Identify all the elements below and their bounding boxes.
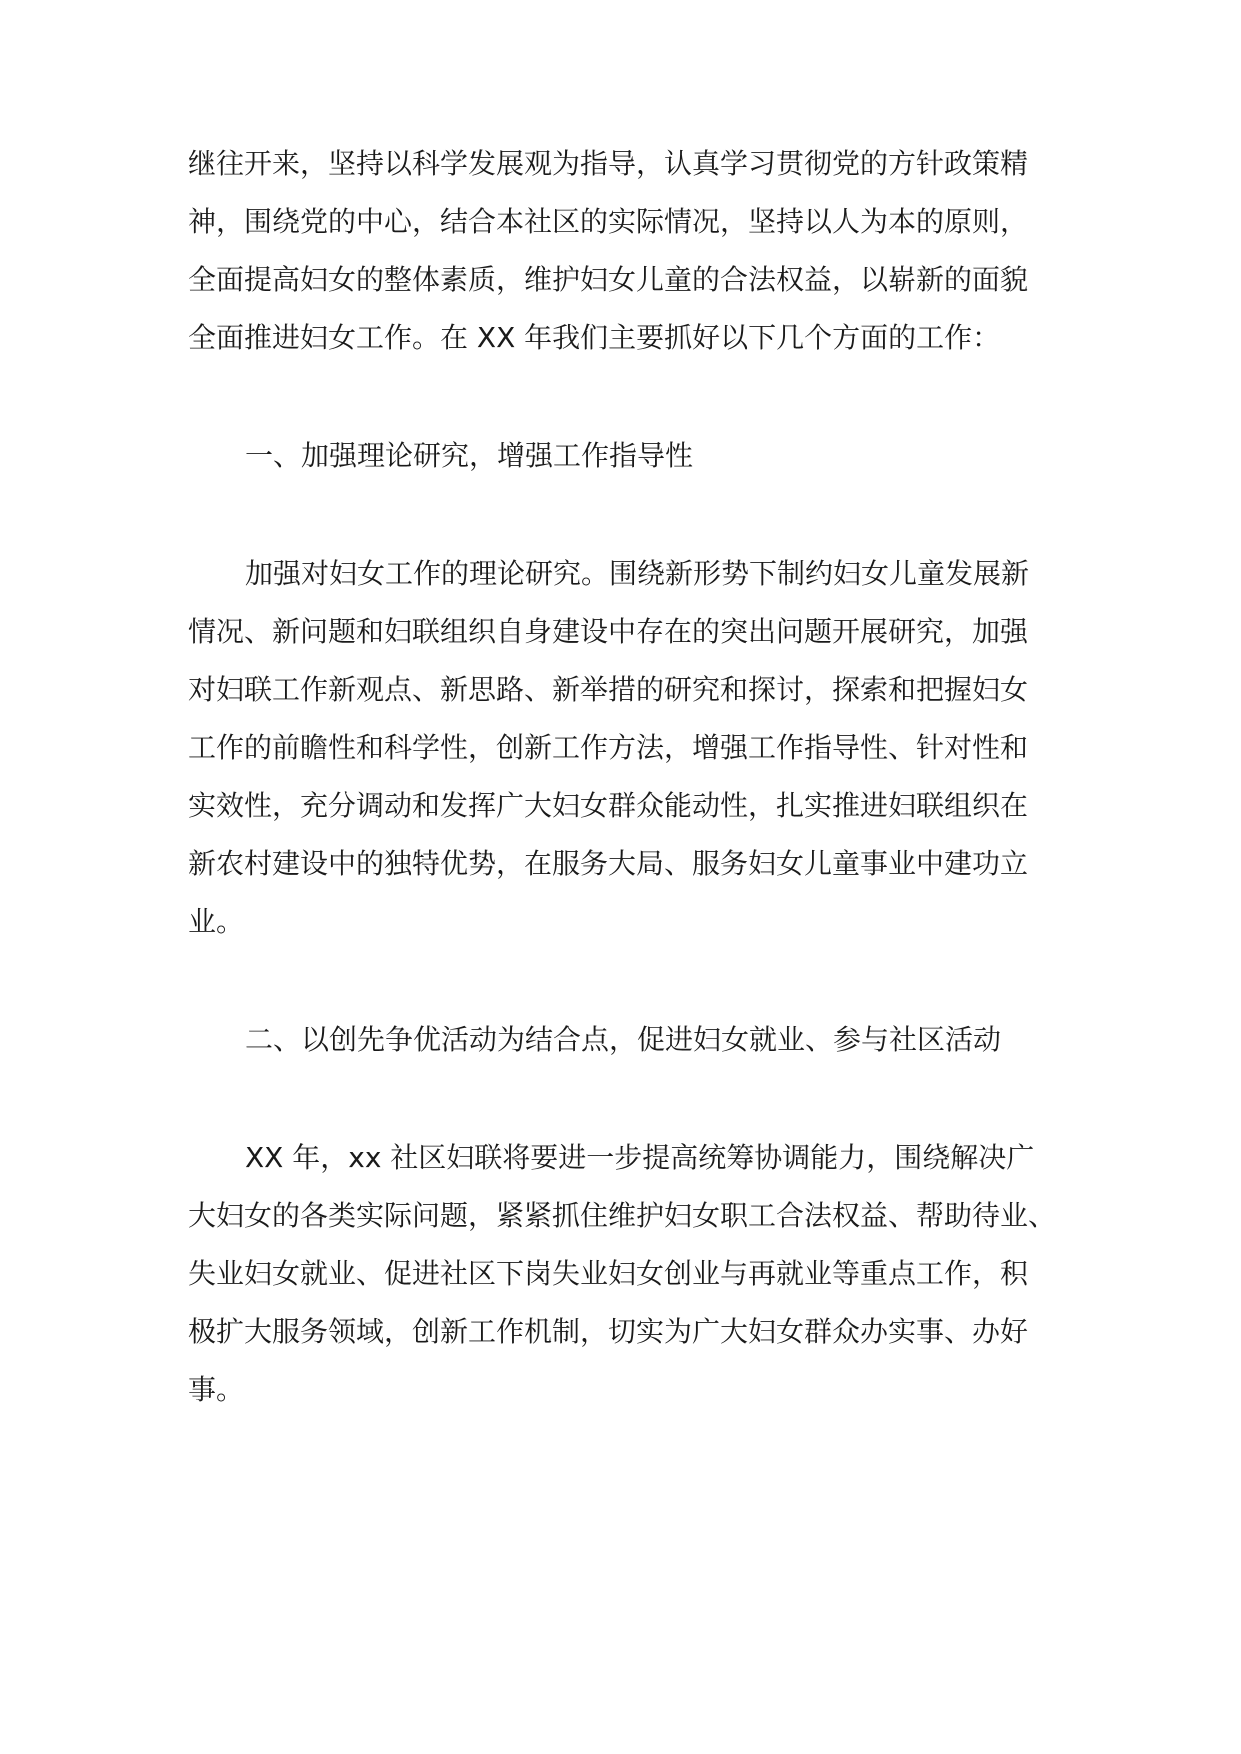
section1-line: 情况、新问题和妇联组织自身建设中存在的突出问题开展研究，加强 [188,615,1029,648]
section2-line: 失业妇女就业、促进社区下岗失业妇女创业与再就业等重点工作，积 [188,1257,1029,1290]
intro-line: 继往开来，坚持以科学发展观为指导，认真学习贯彻党的方针政策精 [188,147,1029,180]
section1-line: 加强对妇女工作的理论研究。围绕新形势下制约妇女儿童发展新 [245,557,1030,590]
intro-line: 全面推进妇女工作。在 XX 年我们主要抓好以下几个方面的工作： [188,321,1001,354]
section1-line: 实效性，充分调动和发挥广大妇女群众能动性，扎实推进妇联组织在 [188,789,1029,822]
section1-line: 对妇联工作新观点、新思路、新举措的研究和探讨，探索和把握妇女 [188,673,1029,706]
section1-heading: 一、加强理论研究，增强工作指导性 [245,439,694,472]
intro-line: 神，围绕党的中心，结合本社区的实际情况，坚持以人为本的原则， [188,205,1029,238]
section2-line: 事。 [188,1373,245,1406]
section2-line: XX 年，xx 社区妇联将要进一步提高统筹协调能力，围绕解决广 [245,1141,1035,1174]
section1-line: 工作的前瞻性和科学性，创新工作方法，增强工作指导性、针对性和 [188,731,1029,764]
section2-heading: 二、以创先争优活动为结合点，促进妇女就业、参与社区活动 [245,1023,1002,1056]
section2-line: 极扩大服务领域，创新工作机制，切实为广大妇女群众办实事、办好 [188,1315,1029,1348]
section2-line: 大妇女的各类实际问题，紧紧抓住维护妇女职工合法权益、帮助待业、 [188,1199,1057,1232]
section1-line: 新农村建设中的独特优势，在服务大局、服务妇女儿童事业中建功立 [188,847,1029,880]
intro-line: 全面提高妇女的整体素质，维护妇女儿童的合法权益，以崭新的面貌 [188,263,1029,296]
section1-line: 业。 [188,905,245,938]
